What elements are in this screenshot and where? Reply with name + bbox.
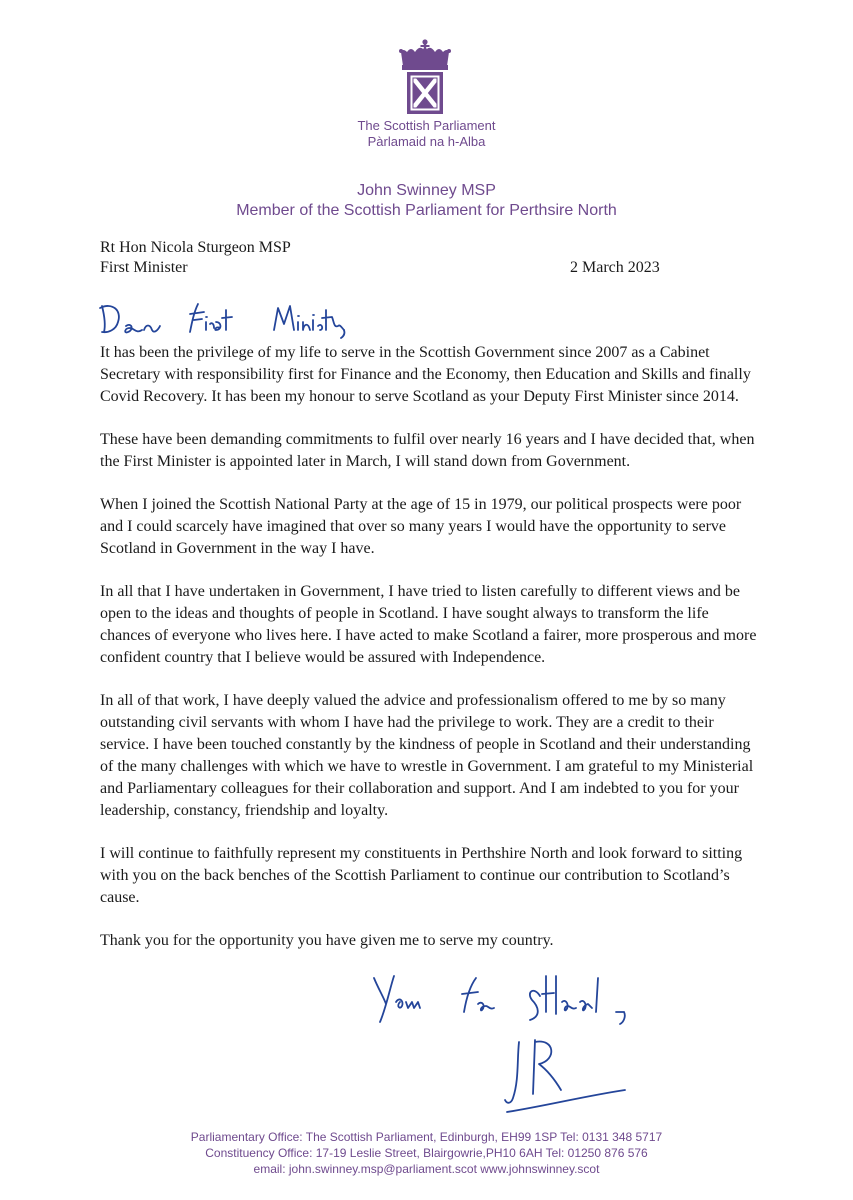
body-paragraph: Thank you for the opportunity you have given me to serve my country.: [100, 932, 554, 949]
letter-body: [100, 342, 760, 973]
handwritten-closing: [370, 972, 650, 1032]
parliament-name-gaelic: Pàrlamaid na h-Alba: [367, 134, 486, 149]
recipient-title: First Minister: [100, 259, 188, 276]
parliament-name-english: The Scottish Parliament: [357, 118, 496, 133]
letter-date: 2 March 2023: [570, 259, 660, 276]
recipient-name: Rt Hon Nicola Sturgeon MSP: [100, 239, 291, 256]
footer-contact: email: john.swinney.msp@parliament.scot www.johnswinney.scot: [253, 1162, 600, 1176]
body-paragraph: In all that I have undertaken in Government, I have tried to listen carefully to different views and be open to the ideas and thoughts of people in Scotland. I have sought always to transform the life chances of everyone who lives here. I have acted to make Scotland a fairer, more prosperous and more confident country that I believe would be assured with Independence.: [100, 583, 757, 666]
scottish-parliament-crown-saltire-icon: [395, 38, 455, 118]
body-paragraph: When I joined the Scottish National Party at the age of 15 in 1979, our political prospects were poor and I could scarcely have imagined that over so many years I would have the opportunity to serve Scotland in Government in the way I have.: [100, 496, 742, 557]
body-paragraph: It has been the privilege of my life to serve in the Scottish Government since 2007 as a Cabinet Secretary with responsibility first for Finance and the Economy, then Education and Skills and finally Covid Recovery. It has been my honour to serve Scotland as your Deputy First Minister since 2014.: [100, 344, 751, 405]
member-name: John Swinney MSP: [357, 182, 496, 199]
body-paragraph: These have been demanding commitments to fulfil over nearly 16 years and I have decided that, when the First Minister is appointed later in March, I will stand down from Government.: [100, 431, 755, 470]
member-title: Member of the Scottish Parliament for Perthsire North: [236, 202, 617, 219]
footer-constituency-office: Constituency Office: 17-19 Leslie Street, Blairgowrie,PH10 6AH Tel: 01250 876 576: [205, 1146, 648, 1160]
handwritten-salutation: [98, 300, 348, 344]
recipient-block: [100, 238, 291, 278]
footer-parliamentary-office: Parliamentary Office: The Scottish Parliament, Edinburgh, EH99 1SP Tel: 0131 348 5717: [190, 1130, 663, 1144]
body-paragraph: In all of that work, I have deeply valued the advice and professionalism offered to me by so many outstanding civil servants with whom I have had the privilege to work. They are a credit to their service. I have been touched constantly by the kindness of people in Scotland and their understanding of the many challenges with which we have to wrestle in Government. I am grateful to my Ministerial and Parliamentary colleagues for their collaboration and support. And I am indebted to you for your leadership, constancy, friendship and loyalty.: [100, 692, 754, 819]
handwritten-signature: [485, 1030, 645, 1120]
body-paragraph: I will continue to faithfully represent my constituents in Perthshire North and look forward to sitting with you on the back benches of the Scottish Parliament to continue our contribution to Scotland’s cause.: [100, 845, 743, 906]
